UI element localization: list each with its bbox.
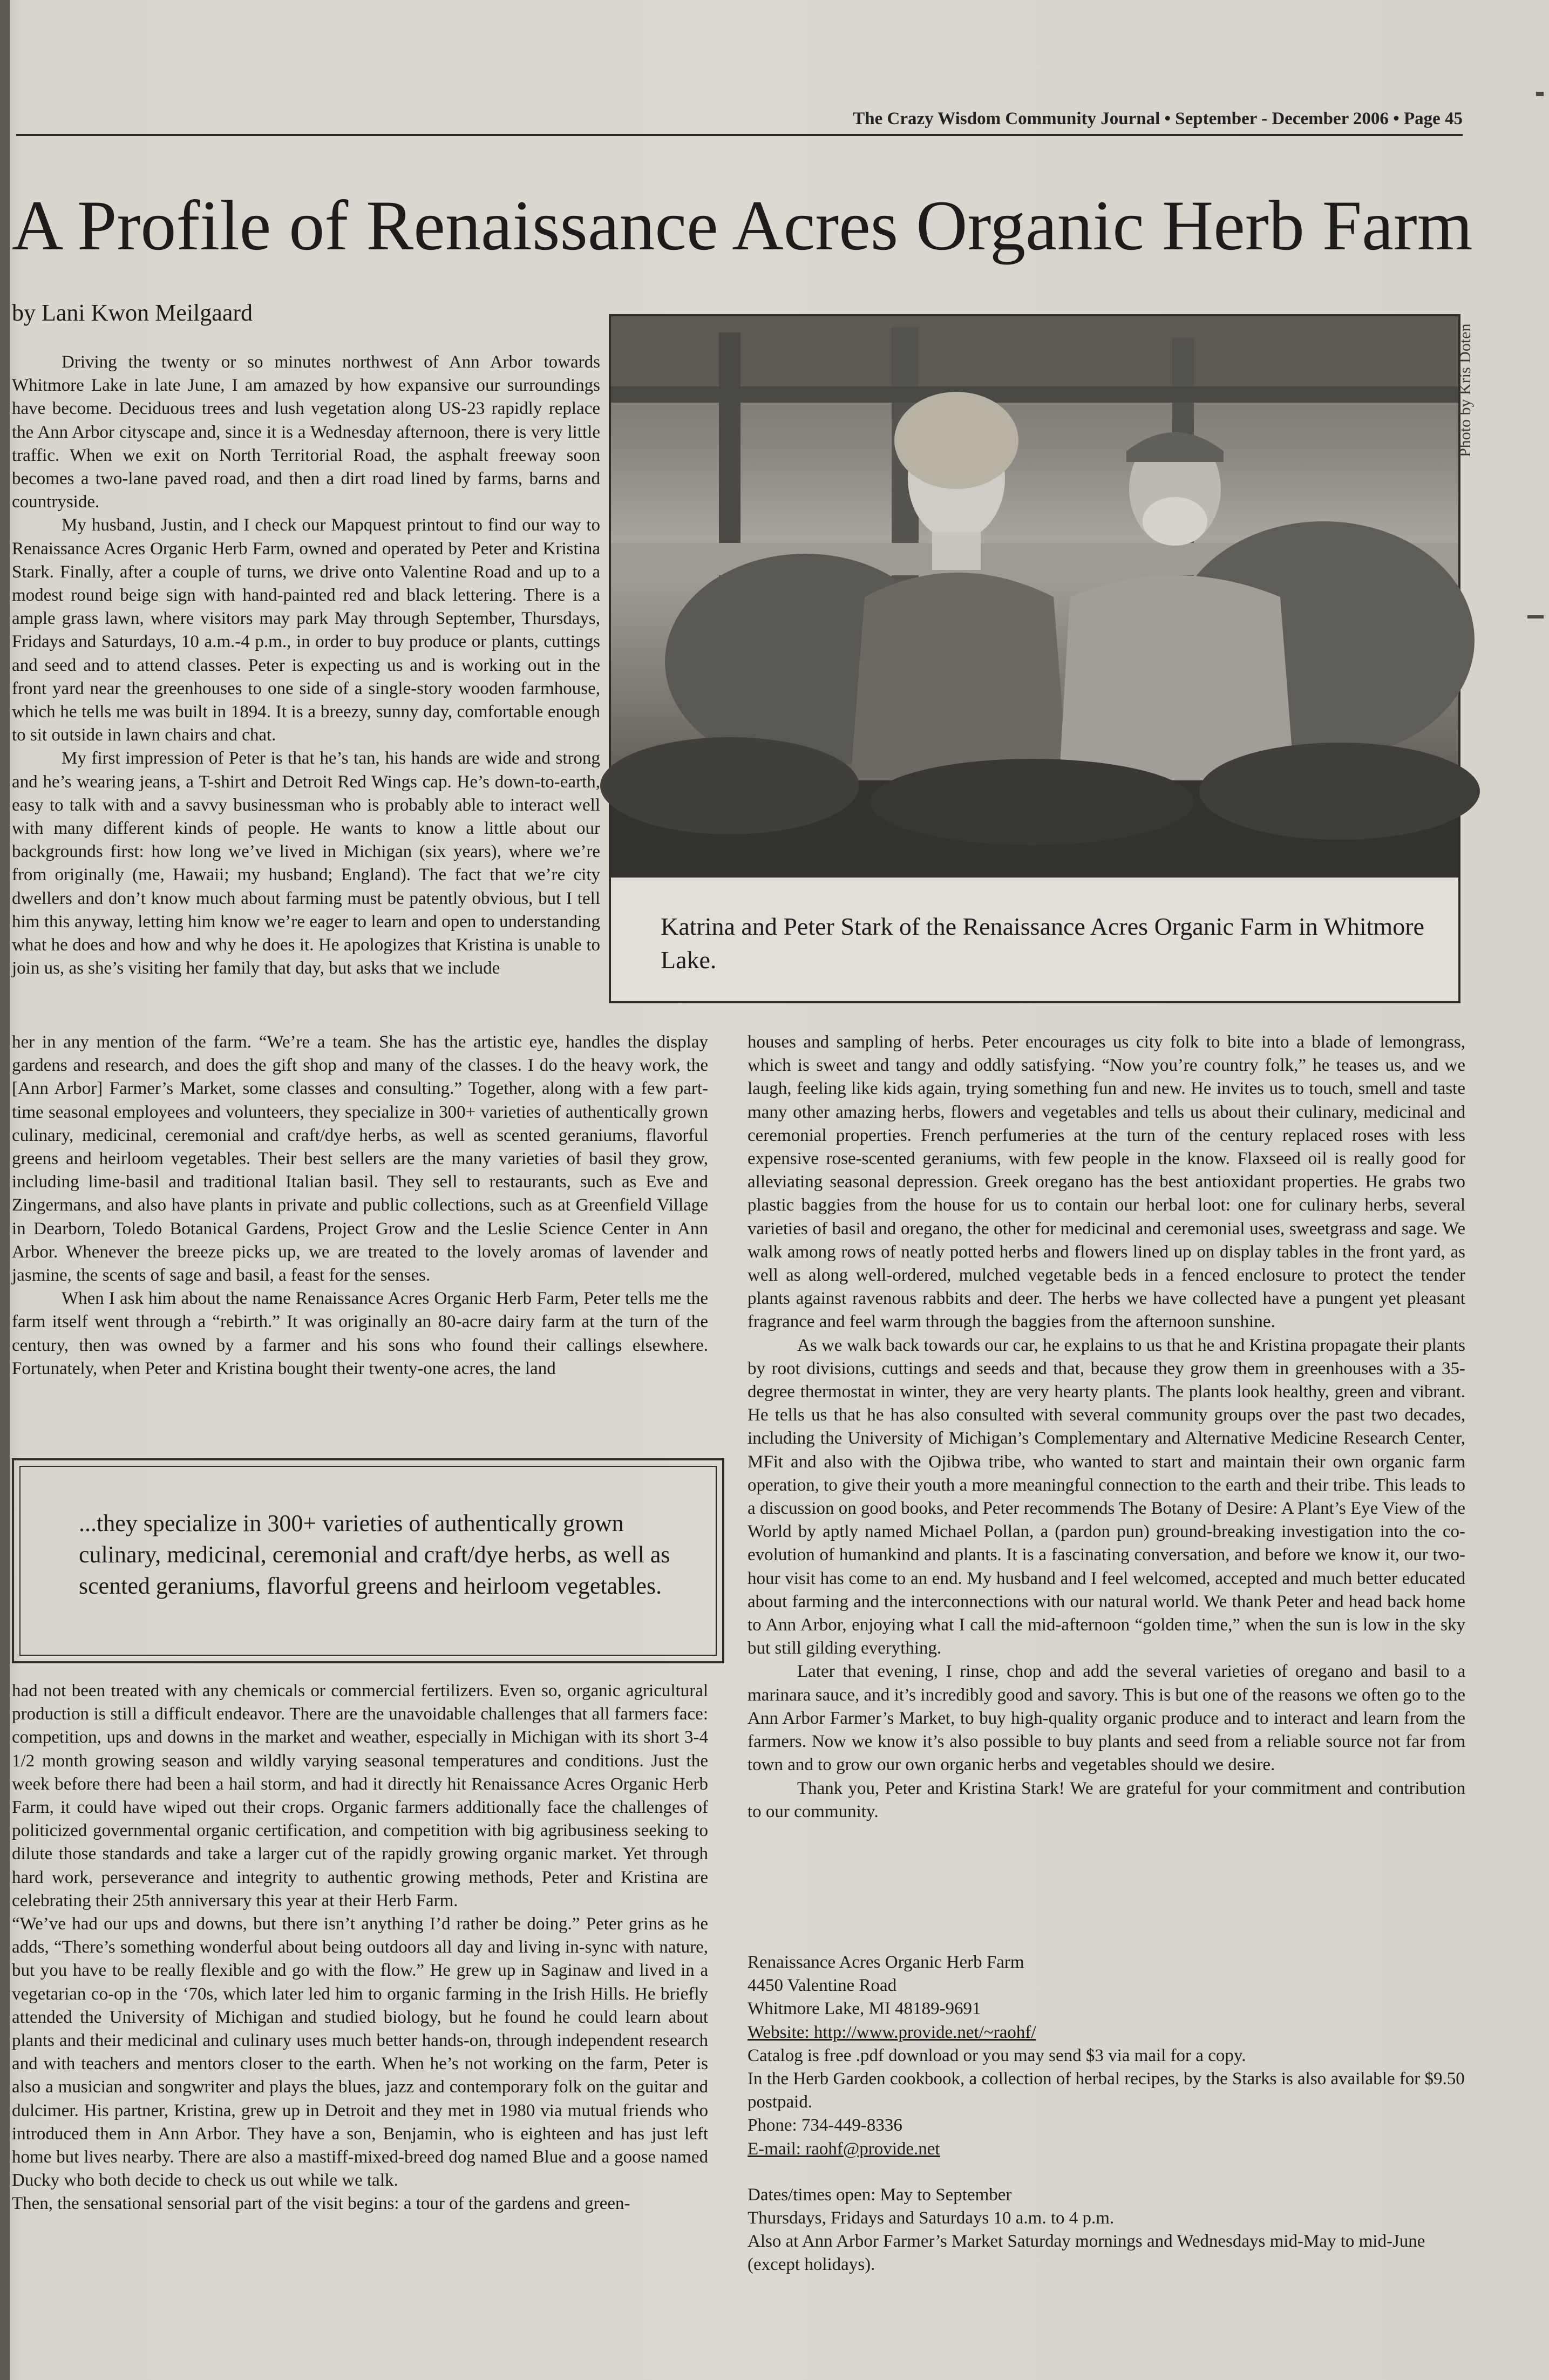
farm-owners-photo <box>611 316 1458 878</box>
column-right <box>748 1031 1465 1821</box>
photo-credit: Photo by Kris Doten <box>1456 324 1474 458</box>
column-bottom-left <box>12 1679 708 2284</box>
header-rule <box>16 134 1463 136</box>
email-link[interactable]: E-mail: raohf@provide.net <box>748 2139 940 2159</box>
open-dates: Dates/times open: May to September <box>748 2185 1012 2205</box>
paragraph: My first impression of Peter is that he’s tan, his hands are wide and strong and he’s wearing jeans, a T-shirt and Detroit Red Wings cap. He’s down-to-earth, easy to talk with and a savvy businessman who is probably able to interact well with many different kinds of people. He wants to know a little about our backgrounds first: how long we’ve lived in Michigan (six years), where we’re from originally (me, Hawaii; my husband; England). The fact that we’re city dwellers and don’t know much about farming must be patently obvious, but I tell him this anyway, letting him know we’re eager to learn and open to understanding what he does and how and why he does it. He apologizes that Kristina is unable to join us, as she’s visiting her family that day, but asks that we include <box>12 749 600 978</box>
open-hours: Thursdays, Fridays and Saturdays 10 a.m. to 4 p.m. <box>748 2208 1115 2228</box>
catalog-info: Catalog is free .pdf download or you may send $3 via mail for a copy. <box>748 2045 1246 2065</box>
paragraph: As we walk back towards our car, he explains to us that he and Kristina propagate their plants by root divisions, cuttings and seeds and that, because they grow them in greenhouses with a 35-degree thermostat in winter, they are very hearty plants. The plants look healthy, green and vibrant. He tells us that he has also consulted with several community groups over the past two decades, including the University of Michigan’s Complementary and Alternative Medicine Research Center, MFit and also with the Ojibwa tribe, who wanted to start and maintain their own organic farm operation, to give their youth a more meaningful connection to the earth and their tribe. This leads to a discussion on good books, and Peter recommends The Botany of Desire: A Plant’s Eye View of the World by aptly named Michael Pollan, a (pardon pun) ground-breaking investigation into the co-evolution of humankind and plants. It is a fascinating conversation, and before we know it, our two-hour visit has come to an end. My husband and I feel welcomed, accepted and much better educated about farming and the interconnections with our natural world. We thank Peter and head back home to Ann Arbor, enjoying what I call the mid-afternoon “golden time,” when the sun is low in the sky but still gilding everything. <box>748 1335 1465 1658</box>
paragraph: Later that evening, I rinse, chop and add the several varieties of oregano and basil to a marinara sauce, and it’s incredibly good and savory. This is but one of the reasons we often go to the Ann Arbor Farmer’s Market, to buy high-quality organic produce and to interact and learn from the farmers. Now we know it’s also possible to buy plants and seed from a reliable source not far from town and to grow our own organic herbs and vegetables should we desire. <box>748 1662 1465 1775</box>
contact-info <box>748 1951 1465 2291</box>
paragraph: “We’ve had our ups and downs, but there isn’t anything I’d rather be doing.” Peter grins as he adds, “There’s something wonderful about being outdoors all day and living in-sync with nature, but you have to be really flexible and go with the flow.” He grew up in Saginaw and lived in a vegetarian co-op in the ‘70s, which later led him to organic farming in the Irish Hills. He briefly attended the University of Michigan and studied biology, but he found he could learn about plants and their medicinal and culinary uses much better hands-on, through independent research and with teachers and mentors closer to the earth. When he’s not working on the farm, Peter is also a musician and songwriter and plays the blues, jazz and contemporary folk on the guitar and dulcimer. His partner, Kristina, grew up in Detroit and they met in 1980 via mutual friends who introduced them in Ann Arbor. They have a son, Benjamin, who is eighteen and has just left home but lives nearby. There are also a mastiff-mixed-breed dog named Blue and a goose named Ducky who both decide to check us out while we talk. <box>12 1914 708 2191</box>
paragraph: had not been treated with any chemicals or commercial fertilizers. Even so, organic agricultural production is still a difficult endeavor. There are the unavoidable challenges that all farmers face: competition, ups and downs in the market and weather, especially in Michigan with its short 3-4 1/2 month growing season and wildly varying seasonal temperatures and conditions. Just the week before there had been a hail storm, and had it directly hit Renaissance Acres Organic Herb Farm, it could have wiped out their crops. Organic farmers additionally face the challenges of politicized governmental organic certification, and competition with big agribusiness seeking to dilute those standards and take a larger cut of the rapidly growing organic market. Yet through hard work, perseverance and integrity to authentic growing methods, Peter and Kristina are celebrating their 25th anniversary this year at their Herb Farm. <box>12 1681 708 1910</box>
market-info: Also at Ann Arbor Farmer’s Market Saturday mornings and Wednesdays mid-May to mid-June (except holidays). <box>748 2232 1425 2275</box>
byline: by Lani Kwon Meilgaard <box>12 300 253 326</box>
pull-quote-text: ...they specialize in 300+ varieties of authentically grown culinary, medicinal, ceremonial and craft/dye herbs, as well as scented geraniums, flavorful greens and heirloom vegetables. <box>79 1510 670 1599</box>
page-spine-shadow <box>0 0 10 2380</box>
paragraph: When I ask him about the name Renaissance Acres Organic Herb Farm, Peter tells me the farm itself went through a “rebirth.” It was originally an 80-acre dairy farm at the turn of the century, then was owned by a farmer and his sons who found their callings elsewhere. Fortunately, when Peter and Kristina bought their twenty-one acres, the land <box>12 1289 708 1378</box>
paragraph: her in any mention of the farm. “We’re a team. She has the artistic eye, handles the display gardens and research, and does the gift shop and many of the classes. I do the heavy work, the [Ann Arbor] Farmer’s Market, some classes and consulting.” Together, along with a few part-time seasonal employees and volunteers, they specialize in 300+ varieties of authentically grown culinary, medicinal, ceremonial and craft/dye herbs, as well as scented geraniums, flavorful greens and heirloom vegetables. Their best sellers are the many varieties of basil they grow, including lime-basil and traditional Italian basil. They sell to restaurants, such as Eve and Zingermans, and also have plants in private and public collections, such as at Greenfield Village in Dearborn, Toledo Botanical Gardens, Project Grow and the Leslie Science Center in Ann Arbor. Whenever the breeze picks up, we are treated to the lovely aromas of lavender and jasmine, the scents of sage and basil, a feast for the senses. <box>12 1032 708 1286</box>
photo-illustration <box>611 316 1458 878</box>
column-top-left <box>12 351 600 1036</box>
edge-mark <box>1536 92 1544 96</box>
spacer <box>748 2161 1465 2184</box>
cookbook-info: In the Herb Garden cookbook, a collection of herbal recipes, by the Starks is also available for $9.50 postpaid. <box>748 2069 1465 2112</box>
farm-name: Renaissance Acres Organic Herb Farm <box>748 1953 1024 1972</box>
paragraph: Driving the twenty or so minutes northwest of Ann Arbor towards Whitmore Lake in late June, I am amazed by how expansive our surroundings have become. Deciduous trees and lush vegetation along US-23 rapidly replace the Ann Arbor cityscape and, since it is a Wednesday afternoon, there is very little traffic. When we exit on North Territorial Road, the asphalt freeway soon becomes a two-lane paved road, and then a dirt road lined by farms, barns and countryside. <box>12 352 600 512</box>
paragraph: My husband, Justin, and I check our Mapquest printout to find our way to Renaissance Acres Organic Herb Farm, owned and operated by Peter and Kristina Stark. Finally, after a couple of turns, we drive onto Valentine Road and up to a modest round beige sign with hand-painted red and black lettering. There is a ample grass lawn, where visitors may park May through September, Thursdays, Fridays and Saturdays, 10 a.m.-4 p.m., in order to buy produce or plants, cuttings and seed and to attend classes. Peter is expecting us and is working out in the front yard near the greenhouses to one side of a single-story wooden farmhouse, which he tells me was built in 1894. It is a breezy, sunny day, comfortable enough to sit outside in lawn chairs and chat. <box>12 515 600 745</box>
paragraph: Then, the sensational sensorial part of the visit begins: a tour of the gardens and green- <box>12 2194 630 2214</box>
street-address: 4450 Valentine Road <box>748 1976 897 1996</box>
running-head: The Crazy Wisdom Community Journal • September - December 2006 • Page 45 <box>853 109 1463 128</box>
photo-caption: Katrina and Peter Stark of the Renaissance Acres Organic Farm in Whitmore Lake. <box>661 913 1424 974</box>
photo-box <box>609 314 1460 1003</box>
article-title: A Profile of Renaissance Acres Organic Herb Farm <box>12 186 1473 265</box>
edge-mark <box>1527 615 1544 618</box>
paragraph: Thank you, Peter and Kristina Stark! We are grateful for your commitment and contribution to our community. <box>748 1778 1465 1821</box>
phone-number: Phone: 734-449-8336 <box>748 2116 902 2136</box>
website-link[interactable]: Website: http://www.provide.net/~raohf/ <box>748 2022 1036 2042</box>
pull-quote-box <box>12 1458 724 1663</box>
column-middle-left <box>12 1031 708 1441</box>
city-address: Whitmore Lake, MI 48189-9691 <box>748 1999 981 2019</box>
paragraph: houses and sampling of herbs. Peter encourages us city folk to bite into a blade of lemongrass, which is sweet and tangy and oddly satisfying. “Now you’re country folk,” he teases us, and we laugh, feeling like kids again, trying something fun and new. He invites us to touch, smell and taste many other amazing herbs, flowers and vegetables and tells us about their culinary, medicinal and ceremonial properties. French perfumeries at the turn of the century replaced roses with less expensive rose-scented geraniums, with few people in the know. Flaxseed oil is really good for alleviating seasonal depression. Greek oregano has the best antioxidant properties. He grabs two plastic baggies from the house for us to contain our herbal loot: one for culinary herbs, several varieties of basil and oregano, the other for medicinal and ceremonial uses, sweetgrass and sage. We walk among rows of neatly potted herbs and flowers lined up on display tables in the front yard, as well as along well-ordered, mulched vegetable beds in a fenced enclosure to protect the tender plants against ravenous rabbits and deer. The herbs we have collected have a pungent yet pleasant fragrance and feel warm through the baggies from the afternoon sunshine. <box>748 1032 1465 1332</box>
